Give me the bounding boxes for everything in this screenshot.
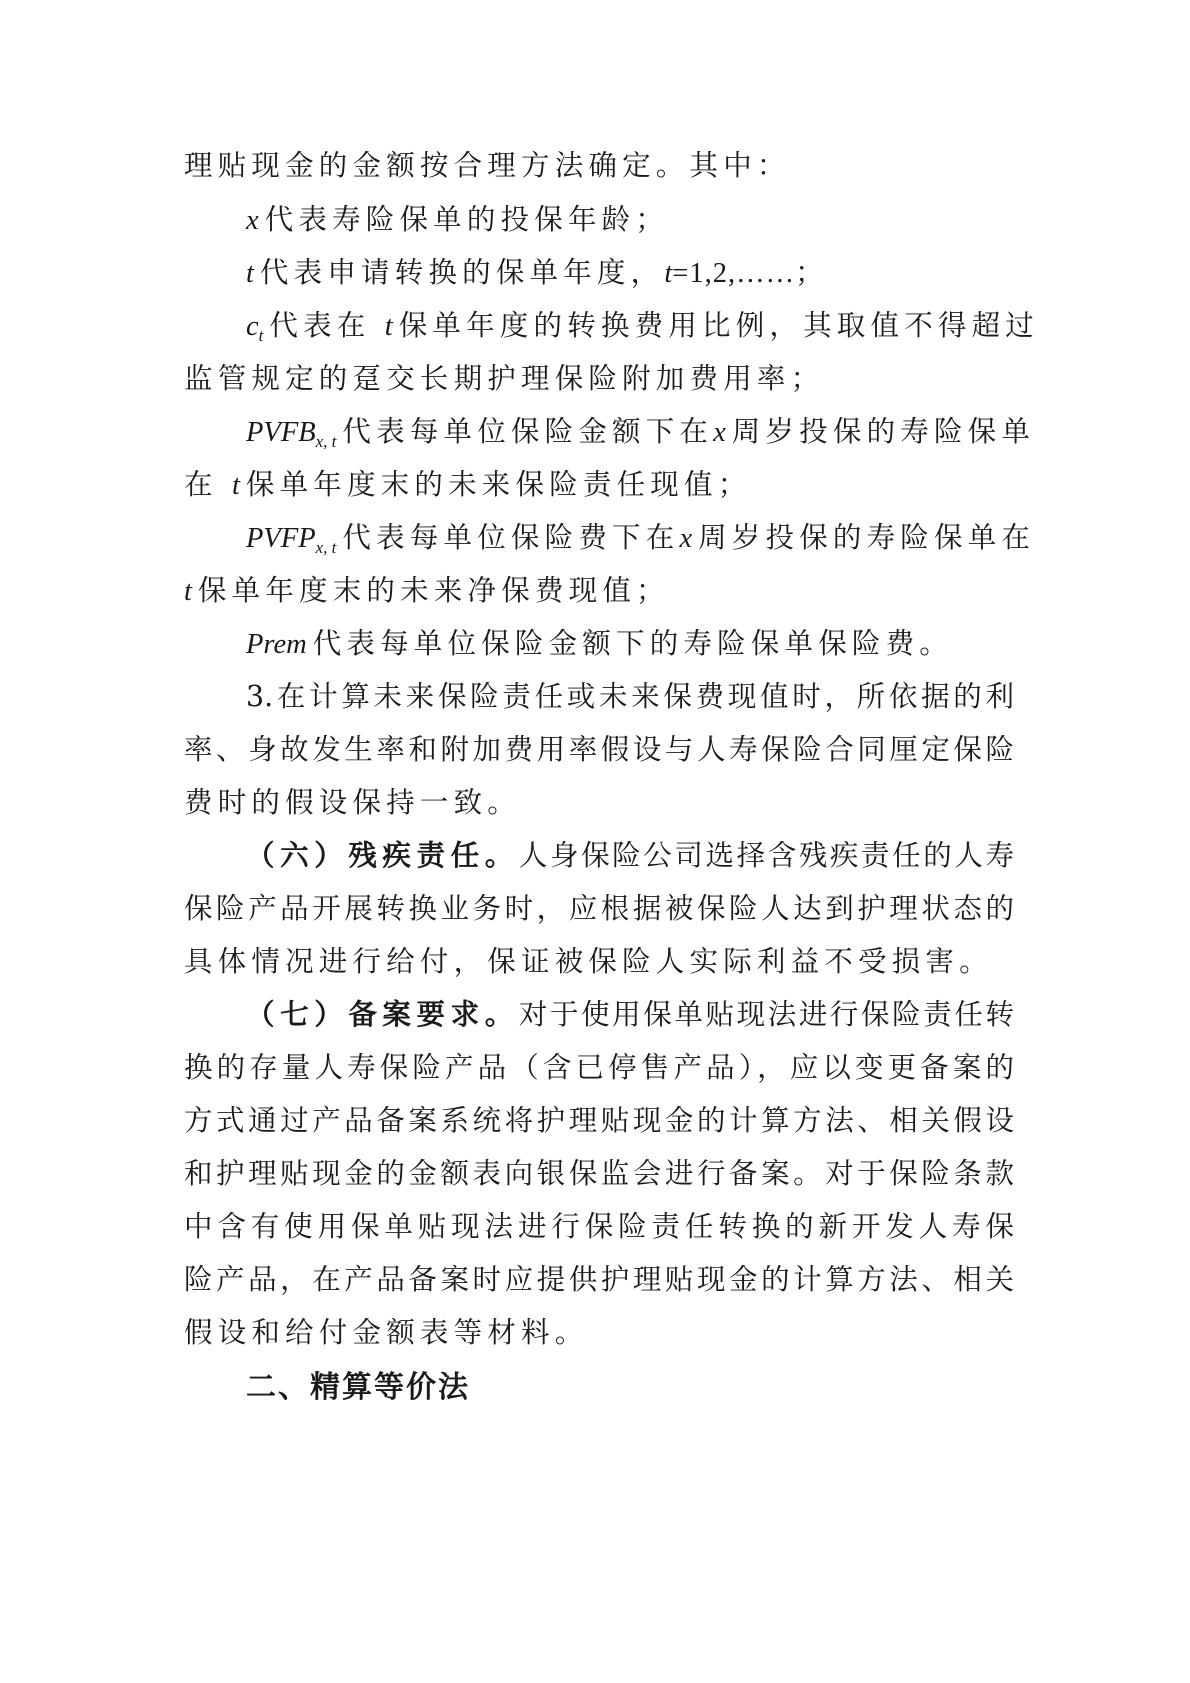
variable-pvfp: $PVFP_{x, t}$ (246, 523, 337, 557)
definition-pvfb-text-a: 代表每单位保险金额下在 (342, 415, 714, 448)
definition-pvfb-line-2-b: 保单年度末的未来保险责任现值； (245, 468, 752, 501)
variable-x-pvfb: x (713, 417, 726, 448)
section-7-line-4: 和护理贴现金的金额表向银保监会进行备案。对于保险条款 (184, 1157, 1014, 1190)
definition-pvfb-line-2-a: 在 (184, 468, 218, 501)
section-7-line-7: 假设和给付金额表等材料。 (184, 1316, 589, 1349)
definition-pvfp-line-2 (184, 571, 1014, 612)
definition-t-text: 代表申请转换的保单年度， (259, 256, 665, 289)
section-6-line-1-rest: 人身保险公司选择含残疾责任的人寿 (518, 839, 1014, 872)
definition-pvfb-line-1 (246, 412, 1036, 462)
section-7-line-6: 险产品，在产品备案时应提供护理贴现金的计算方法、相关 (184, 1263, 1014, 1296)
definition-prem-text: 代表每单位保险金额下的寿险保单保险费。 (312, 627, 953, 660)
paragraph-1-line-1: 理贴现金的金额按合理方法确定。其中： (184, 149, 791, 182)
variable-t: t (246, 258, 254, 289)
definition-pvfp-line-1 (246, 518, 1036, 568)
section-heading-2: 二、精算等价法 (246, 1370, 470, 1405)
section-7-line-1-rest: 对于使用保单贴现法进行保险责任转 (518, 998, 1014, 1031)
variable-t-range: t (664, 258, 673, 289)
section-7-line-3: 方式通过产品备案系统将护理贴现金的计算方法、相关假设 (184, 1104, 1014, 1137)
definition-x-text: 代表寿险保单的投保年龄； (264, 203, 670, 236)
definition-ct-text-a: 代表在 (269, 309, 371, 342)
section-6-line-3: 具体情况进行给付，保证被保险人实际利益不受损害。 (184, 945, 993, 978)
definition-pvfp-text-b: 周岁投保的寿险保单在 (698, 521, 1036, 554)
section-7-line-2: 换的存量人寿保险产品（含已停售产品），应以变更备案的 (184, 1051, 1014, 1084)
item-3-line-3: 费时的假设保持一致。 (184, 786, 522, 819)
variable-pvfb: $PVFB_{x, t}$ (246, 417, 337, 451)
section-7-line-1 (246, 995, 1014, 1035)
definition-prem (246, 624, 1014, 665)
definition-pvfb-line-2 (184, 465, 1014, 506)
section-6-line-2: 保险产品开展转换业务时，应根据被保险人达到护理状态的 (184, 892, 1014, 925)
section-6-line-1 (246, 836, 1014, 876)
section-7-line-5: 中含有使用保单贴现法进行保险责任转换的新开发人寿保 (184, 1210, 1014, 1243)
definition-pvfp-line-2-b: 保单年度末的未来净保费现值； (197, 574, 670, 607)
definition-t (246, 253, 1014, 294)
variable-t-pvfp: t (184, 576, 192, 607)
item-3-line-1: 3.在计算未来保险责任或未来保费现值时，所依据的利 (246, 680, 1014, 713)
definition-ct-line-2: 监管规定的趸交长期护理保险附加费用率； (184, 362, 825, 395)
item-3-line-2: 率、身故发生率和附加费用率假设与人寿保险合同厘定保险 (184, 733, 1014, 766)
variable-ct: $c_t$ (246, 311, 264, 345)
section-7-title: （七）备案要求。 (246, 998, 519, 1031)
variable-t-pvfb: t (231, 470, 240, 501)
definition-ct-text-b: 保单年度的转换费用比例，其取值不得超过 (398, 309, 1039, 342)
definition-pvfp-text-a: 代表每单位保险费下在 (342, 521, 680, 554)
variable-x-pvfp: x (679, 523, 693, 554)
definition-ct-line-1 (246, 306, 1039, 356)
variable-t-ct: t (384, 311, 393, 342)
variable-x: x (246, 205, 259, 236)
definition-x (246, 200, 1014, 241)
variable-prem: Prem (246, 629, 307, 660)
section-6-title: （六）残疾责任。 (246, 839, 519, 872)
definition-t-range-value: =1,2,……； (672, 258, 825, 289)
definition-pvfb-text-b: 周岁投保的寿险保单 (731, 415, 1036, 448)
